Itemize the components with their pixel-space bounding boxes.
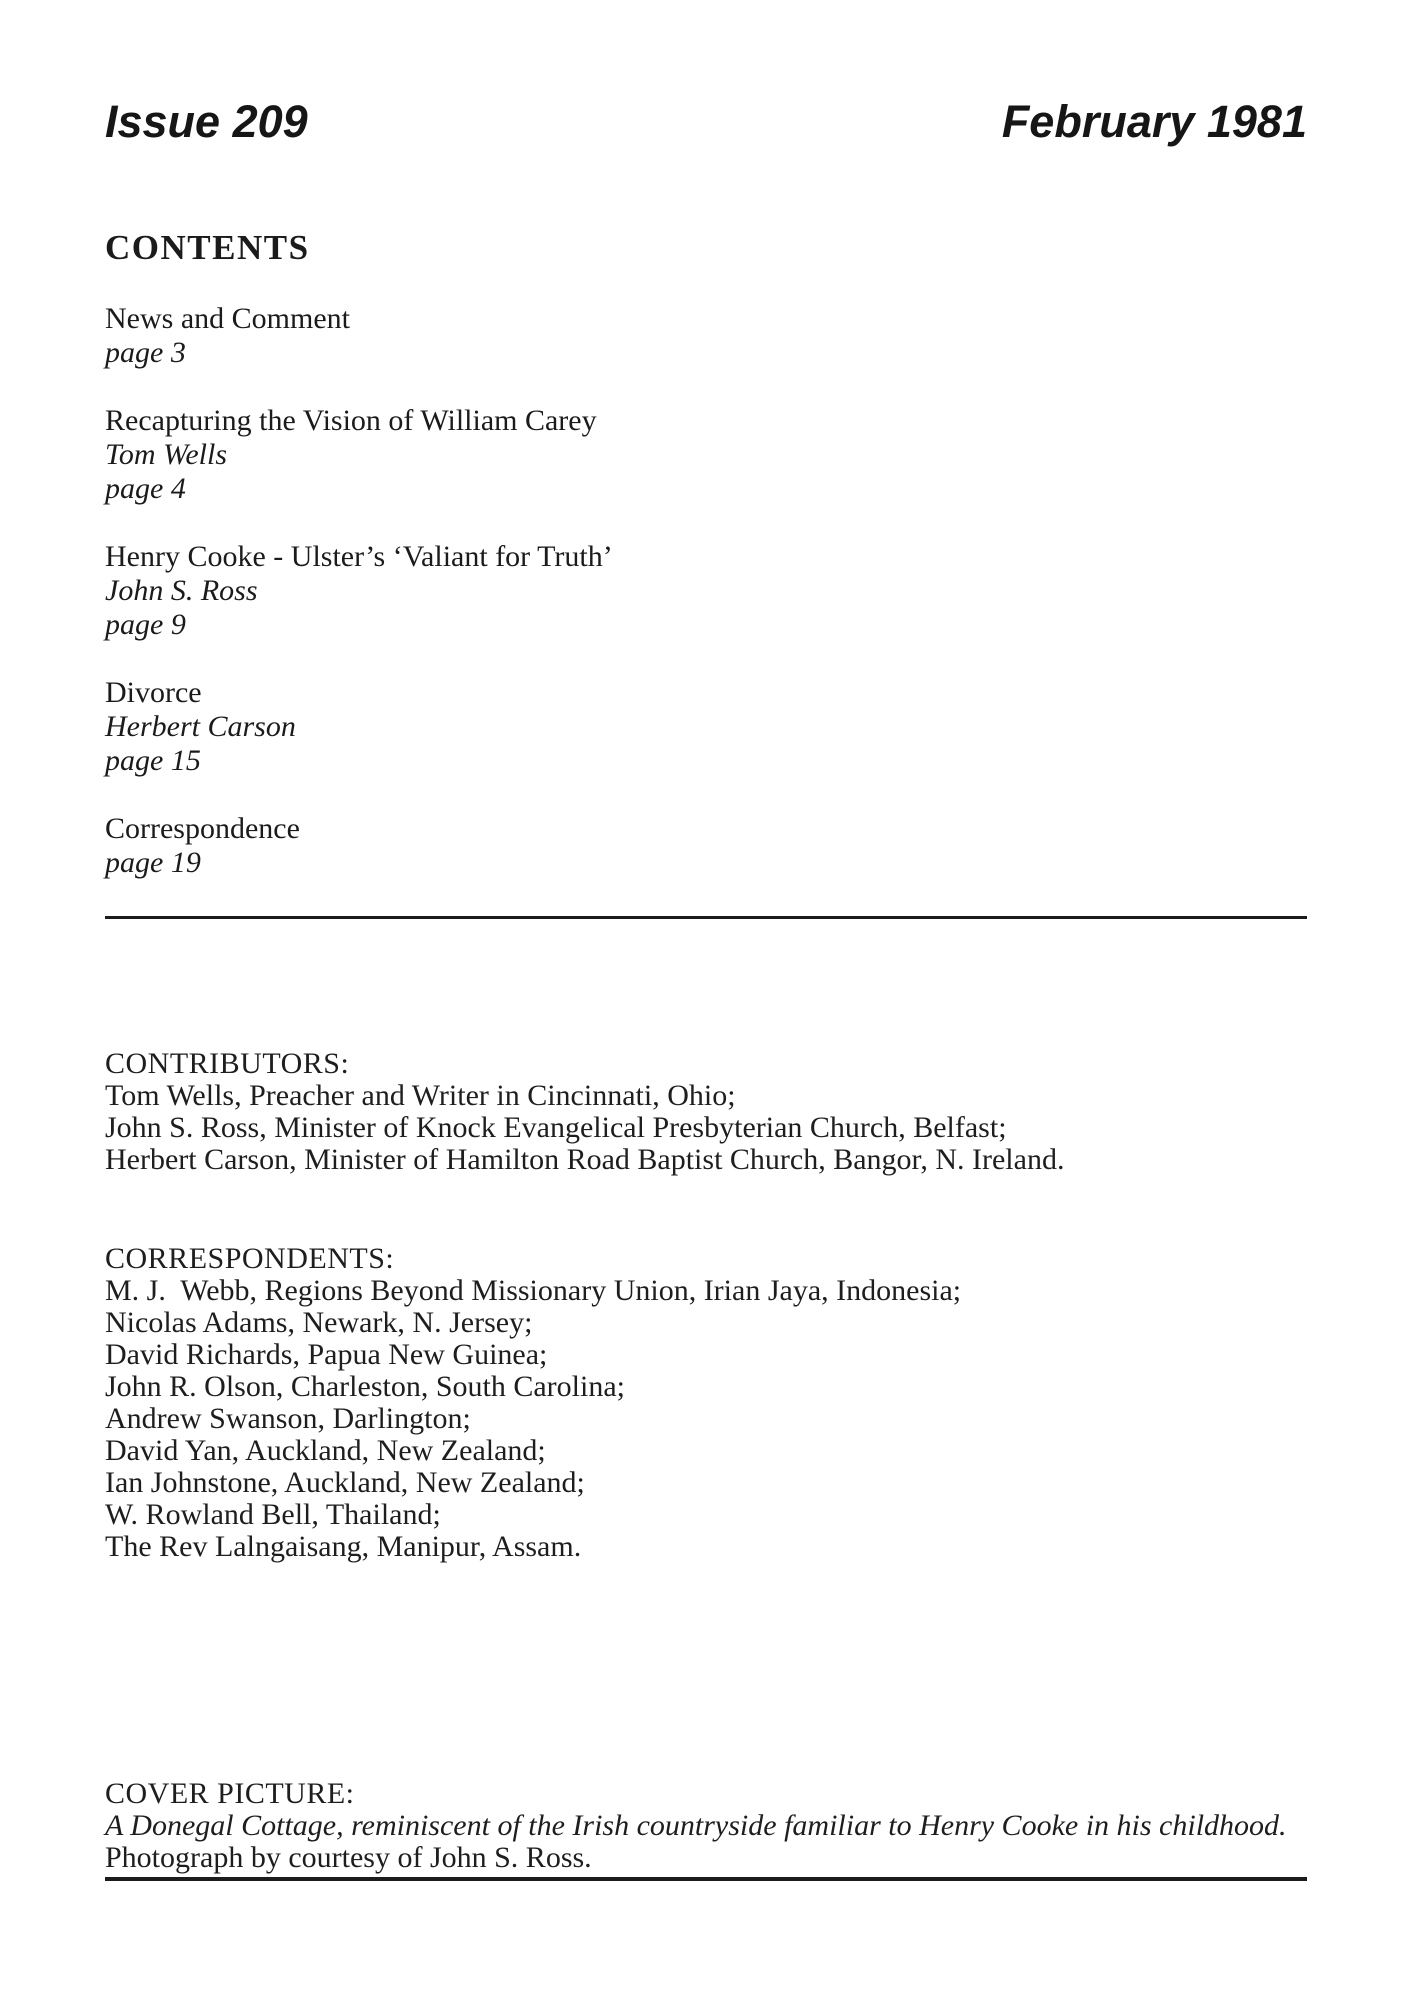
masthead — [105, 96, 1307, 148]
toc-entry-page: page 9 — [105, 608, 186, 641]
correspondent-line: David Yan, Auckland, New Zealand; — [105, 1434, 546, 1467]
contributor-line: Tom Wells, Preacher and Writer in Cincinnati, Ohio; — [105, 1079, 736, 1112]
toc-entry-author: Herbert Carson — [105, 710, 296, 743]
toc-entry-title: Recapturing the Vision of William Carey — [105, 404, 597, 437]
toc-entry — [105, 404, 1307, 506]
toc-entry — [105, 302, 1307, 370]
cover-picture-credit: Photograph by courtesy of John S. Ross. — [105, 1841, 592, 1874]
correspondent-line: W. Rowland Bell, Thailand; — [105, 1498, 441, 1531]
correspondent-line: The Rev Lalngaisang, Manipur, Assam. — [105, 1530, 582, 1563]
cover-picture-caption: A Donegal Cottage, reminiscent of the Irish countryside familiar to Henry Cooke in his childhood. — [105, 1809, 1287, 1842]
toc-entry-title: News and Comment — [105, 302, 350, 335]
toc-entry-title: Divorce — [105, 676, 202, 709]
correspondent-line: David Richards, Papua New Guinea; — [105, 1338, 548, 1371]
toc-entry-page: page 4 — [105, 472, 186, 505]
contributor-line: John S. Ross, Minister of Knock Evangelical Presbyterian Church, Belfast; — [105, 1111, 1007, 1144]
correspondents-heading: CORRESPONDENTS: — [105, 1242, 395, 1275]
correspondent-line: Nicolas Adams, Newark, N. Jersey; — [105, 1306, 533, 1339]
cover-picture-heading: COVER PICTURE: — [105, 1777, 355, 1810]
toc-entry-page: page 15 — [105, 744, 201, 777]
correspondent-line: John R. Olson, Charleston, South Carolina; — [105, 1370, 625, 1403]
contents-heading: CONTENTS — [105, 228, 310, 267]
toc-entry-page: page 3 — [105, 336, 186, 369]
table-of-contents — [105, 302, 1307, 914]
issue-date: February 1981 — [1001, 96, 1307, 147]
cover-picture-section — [105, 1778, 1345, 1874]
contributors-section — [105, 1048, 1345, 1176]
toc-entry — [105, 812, 1307, 880]
correspondent-line: M. J. Webb, Regions Beyond Missionary Union, Irian Jaya, Indonesia; — [105, 1274, 962, 1307]
divider-rule-bottom — [105, 1877, 1307, 1881]
divider-rule-top — [105, 916, 1307, 919]
correspondent-line: Ian Johnstone, Auckland, New Zealand; — [105, 1466, 585, 1499]
contributor-line: Herbert Carson, Minister of Hamilton Road Baptist Church, Bangor, N. Ireland. — [105, 1143, 1065, 1176]
toc-entry-author: John S. Ross — [105, 574, 258, 607]
toc-entry-title: Correspondence — [105, 812, 300, 845]
correspondents-section — [105, 1243, 1345, 1563]
toc-entry — [105, 540, 1307, 642]
toc-entry-author: Tom Wells — [105, 438, 227, 471]
issue-number: Issue 209 — [105, 96, 308, 147]
toc-entry-page: page 19 — [105, 846, 201, 879]
correspondent-line: Andrew Swanson, Darlington; — [105, 1402, 471, 1435]
toc-entry — [105, 676, 1307, 778]
toc-entry-title: Henry Cooke - Ulster’s ‘Valiant for Truth’ — [105, 540, 613, 573]
contributors-heading: CONTRIBUTORS: — [105, 1047, 350, 1080]
